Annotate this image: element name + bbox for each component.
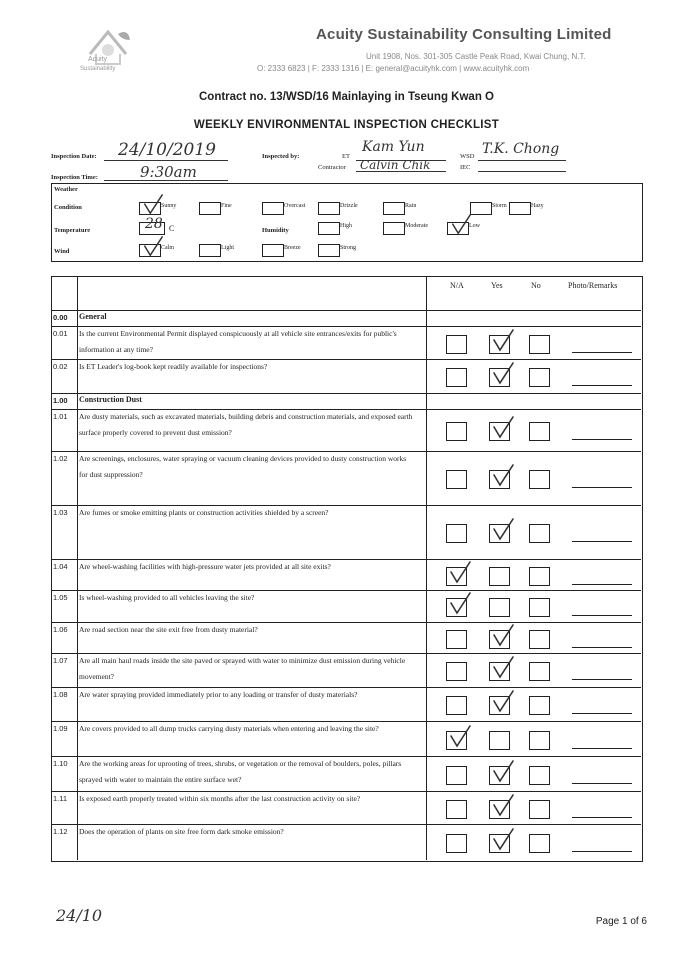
tick-icon (448, 560, 472, 586)
question-text: Are road section near the site exit free from dusty material? (79, 625, 258, 634)
question-text: Is exposed earth properly treated within six months after the last construction activity on site? (79, 794, 361, 803)
answer-checkbox-no[interactable] (529, 731, 550, 750)
remarks-line[interactable] (572, 385, 632, 386)
section-heading: Construction Dust (79, 395, 142, 404)
tick-icon (491, 361, 515, 387)
remarks-line[interactable] (572, 541, 632, 542)
answer-checkbox-no[interactable] (529, 368, 550, 387)
row-number: 1.09 (53, 724, 68, 733)
weather-checkbox-high[interactable] (318, 222, 340, 235)
humidity-label: Humidity (262, 227, 289, 234)
row-number: 1.07 (53, 656, 68, 665)
remarks-line[interactable] (572, 748, 632, 749)
wsd-label: WSD (460, 153, 475, 160)
row-divider (51, 393, 641, 394)
row-number: 1.06 (53, 625, 68, 634)
company-name: Acuity Sustainability Consulting Limited (316, 26, 612, 43)
answer-checkbox-no[interactable] (529, 662, 550, 681)
remarks-line[interactable] (572, 439, 632, 440)
answer-checkbox-no[interactable] (529, 630, 550, 649)
company-contact: O: 2333 6823 | F: 2333 1316 | E: general@acuityhk.com | www.acuityhk.com (257, 64, 530, 73)
question-text: Is wheel-washing provided to all vehicles leaving the site? (79, 593, 255, 602)
page-number: Page 1 of 6 (595, 916, 647, 927)
question-text: Is the current Environmental Permit displayed conspicuously at all vehicle site entrances/exits for public's information at any time? (79, 329, 397, 354)
weather-option-label: Strong (340, 245, 357, 251)
row-number: 1.08 (53, 690, 68, 699)
weather-checkbox-fine[interactable] (199, 202, 221, 215)
contract-title: Contract no. 13/WSD/16 Mainlaying in Tseung Kwan O (199, 91, 494, 103)
remarks-line[interactable] (572, 487, 632, 488)
answer-checkbox-no[interactable] (529, 800, 550, 819)
row-number: 1.03 (53, 508, 68, 517)
temperature-unit: C (169, 224, 175, 233)
weather-heading: Weather (54, 186, 78, 193)
row-number: 1.12 (53, 827, 68, 836)
row-number: 1.04 (53, 562, 68, 571)
tick-icon (491, 415, 515, 441)
answer-checkbox-na[interactable] (446, 524, 467, 543)
inspection-date-label: Inspection Date: (51, 153, 97, 160)
contractor-value[interactable]: Calvin Chik (360, 158, 431, 172)
question-text: Are dusty materials, such as excavated materials, building debris and construction materials, and exposed earth surface properly covered to prevent dust emission? (79, 412, 413, 437)
tick-icon (491, 759, 515, 785)
section-heading: General (79, 312, 107, 321)
weather-checkbox-sunny[interactable] (139, 202, 161, 215)
remarks-line[interactable] (572, 851, 632, 852)
answer-checkbox-yes[interactable] (489, 598, 510, 617)
tick-icon (491, 793, 515, 819)
weather-option-label: Hazy (531, 203, 544, 209)
answer-checkbox-no[interactable] (529, 696, 550, 715)
logo-text: Acuity (88, 56, 108, 63)
answer-checkbox-no[interactable] (529, 766, 550, 785)
inspection-time-value[interactable]: 9:30am (140, 163, 197, 181)
row-number: 1.00 (53, 396, 68, 405)
answer-checkbox-na[interactable] (446, 470, 467, 489)
weather-option-label: Overcast (284, 203, 306, 209)
tick-icon (491, 328, 515, 354)
temperature-label: Temperature (54, 227, 91, 234)
question-text: Are water spraying provided immediately prior to any loading or transfer of dusty materials? (79, 690, 358, 699)
weather-checkbox-moderate[interactable] (383, 222, 405, 235)
et-value[interactable]: Kam Yun (362, 139, 425, 155)
answer-checkbox-na[interactable] (446, 335, 467, 354)
question-text: Are wheel-washing facilities with high-pressure water jets provided at all site exits? (79, 562, 331, 571)
answer-checkbox-yes[interactable] (489, 524, 510, 543)
answer-checkbox-na[interactable] (446, 368, 467, 387)
remarks-line[interactable] (572, 679, 632, 680)
date-line (104, 160, 228, 161)
tick-icon (491, 517, 515, 543)
answer-checkbox-na[interactable] (446, 766, 467, 785)
answer-checkbox-yes[interactable] (489, 470, 510, 489)
row-number: 1.05 (53, 593, 68, 602)
weather-checkbox-drizzle[interactable] (318, 202, 340, 215)
remarks-line[interactable] (572, 647, 632, 648)
weather-option-label: Storm (492, 203, 507, 209)
weather-checkbox-rain[interactable] (383, 202, 405, 215)
inspected-by-label: Inspected by: (262, 153, 300, 160)
answer-checkbox-no[interactable] (529, 567, 550, 586)
answer-checkbox-yes[interactable] (489, 696, 510, 715)
answer-checkbox-no[interactable] (529, 470, 550, 489)
answer-checkbox-yes[interactable] (489, 335, 510, 354)
wsd-line (478, 160, 566, 161)
row-number: 1.01 (53, 412, 68, 421)
col-remarks-header: Photo/Remarks (568, 281, 618, 290)
condition-label: Condition (54, 204, 82, 211)
weather-checkbox-low[interactable] (447, 222, 469, 235)
page-initials: 24/10 (56, 906, 103, 925)
remarks-line[interactable] (572, 615, 632, 616)
et-label: ET (342, 153, 350, 160)
weather-checkbox-storm[interactable] (470, 202, 492, 215)
question-text: Is ET Leader's log-book kept readily available for inspections? (79, 362, 268, 371)
header-divider (51, 310, 641, 311)
question-text: Are fumes or smoke emitting plants or construction activities shielded by a screen? (79, 508, 329, 517)
weather-option-label: Low (469, 223, 480, 229)
num-col-divider (77, 276, 78, 860)
weather-option-label: Rain (405, 203, 417, 209)
remarks-line[interactable] (572, 584, 632, 585)
answer-checkbox-yes[interactable] (489, 630, 510, 649)
wsd-value[interactable]: T.K. Chong (482, 141, 560, 157)
remarks-line[interactable] (572, 713, 632, 714)
row-number: 1.11 (53, 794, 68, 803)
tick-icon (448, 724, 472, 750)
answer-checkbox-no[interactable] (529, 335, 550, 354)
tick-icon (491, 655, 515, 681)
answer-checkbox-no[interactable] (529, 422, 550, 441)
question-text: Are all main haul roads inside the site paved or sprayed with water to minimize dust emission during vehicle movement? (79, 656, 406, 681)
temperature-value[interactable]: 28 (145, 216, 163, 232)
weather-option-label: High (340, 223, 352, 229)
question-text: Are the working areas for uprooting of trees, shrubs, or vegetation or the removal of boulders, poles, pillars sprayed with water to maintain the entire surface wet? (79, 759, 402, 784)
wind-label: Wind (54, 248, 70, 255)
answer-checkbox-yes[interactable] (489, 422, 510, 441)
weather-option-label: Moderate (405, 223, 428, 229)
weather-option-label: Drizzle (340, 203, 358, 209)
question-text: Are covers provided to all dump trucks carrying dusty materials when entering and leaving the site? (79, 724, 379, 733)
answer-checkbox-na[interactable] (446, 630, 467, 649)
row-number: 1.10 (53, 759, 68, 768)
weather-option-label: Fine (221, 203, 232, 209)
weather-checkbox-breeze[interactable] (262, 244, 284, 257)
answer-checkbox-yes[interactable] (489, 800, 510, 819)
remarks-line[interactable] (572, 783, 632, 784)
row-number: 0.00 (53, 313, 68, 322)
answer-checkbox-na[interactable] (446, 662, 467, 681)
question-text: Are screenings, enclosures, water spraying or vacuum cleaning devices provided to dusty construction works for dust suppression? (79, 454, 407, 479)
contractor-label: Contractor (318, 164, 346, 171)
weather-checkbox-calm[interactable] (139, 244, 161, 257)
weather-checkbox-light[interactable] (199, 244, 221, 257)
col-yes-header: Yes (491, 281, 503, 290)
answer-checkbox-na[interactable] (446, 567, 467, 586)
answer-checkbox-na[interactable] (446, 800, 467, 819)
answer-checkbox-na[interactable] (446, 731, 467, 750)
answer-checkbox-na[interactable] (446, 598, 467, 617)
answer-checkbox-yes[interactable] (489, 368, 510, 387)
answer-checkbox-yes[interactable] (489, 731, 510, 750)
weather-option-label: Calm (161, 245, 174, 251)
remarks-line[interactable] (572, 817, 632, 818)
remarks-line[interactable] (572, 352, 632, 353)
row-number: 0.01 (53, 329, 68, 338)
tick-icon (491, 827, 515, 853)
answer-checkbox-no[interactable] (529, 524, 550, 543)
answer-checkbox-yes[interactable] (489, 662, 510, 681)
row-number: 1.02 (53, 454, 68, 463)
tick-icon (491, 463, 515, 489)
weather-checkbox-hazy[interactable] (509, 202, 531, 215)
checklist-title: WEEKLY ENVIRONMENTAL INSPECTION CHECKLIST (193, 119, 500, 131)
iec-line (478, 171, 566, 172)
tick-icon (491, 689, 515, 715)
answer-checkbox-na[interactable] (446, 834, 467, 853)
tick-icon (491, 623, 515, 649)
inspection-date-value[interactable]: 24/10/2019 (118, 140, 216, 160)
tick-icon (448, 591, 472, 617)
question-text: Does the operation of plants on site free form dark smoke emission? (79, 827, 284, 836)
col-no-header: No (531, 281, 541, 290)
company-address: Unit 1908, Nos. 301-305 Castle Peak Road, Kwai Chung, N.T. (366, 52, 586, 61)
weather-option-label: Breeze (284, 245, 301, 251)
answer-checkbox-na[interactable] (446, 422, 467, 441)
answer-checkbox-yes[interactable] (489, 567, 510, 586)
weather-checkbox-overcast[interactable] (262, 202, 284, 215)
answer-checkbox-no[interactable] (529, 834, 550, 853)
answer-col-divider (426, 276, 427, 860)
weather-option-label: Light (221, 245, 234, 251)
iec-label: IEC (460, 164, 471, 171)
col-na-header: N/A (450, 281, 464, 290)
answer-checkbox-na[interactable] (446, 696, 467, 715)
weather-option-label: Sunny (161, 203, 177, 209)
logo-subtext: Sustainability (80, 66, 116, 72)
inspection-time-label: Inspection Time: (51, 174, 98, 181)
row-number: 0.02 (53, 362, 68, 371)
weather-checkbox-strong[interactable] (318, 244, 340, 257)
answer-checkbox-no[interactable] (529, 598, 550, 617)
answer-checkbox-yes[interactable] (489, 766, 510, 785)
answer-checkbox-yes[interactable] (489, 834, 510, 853)
